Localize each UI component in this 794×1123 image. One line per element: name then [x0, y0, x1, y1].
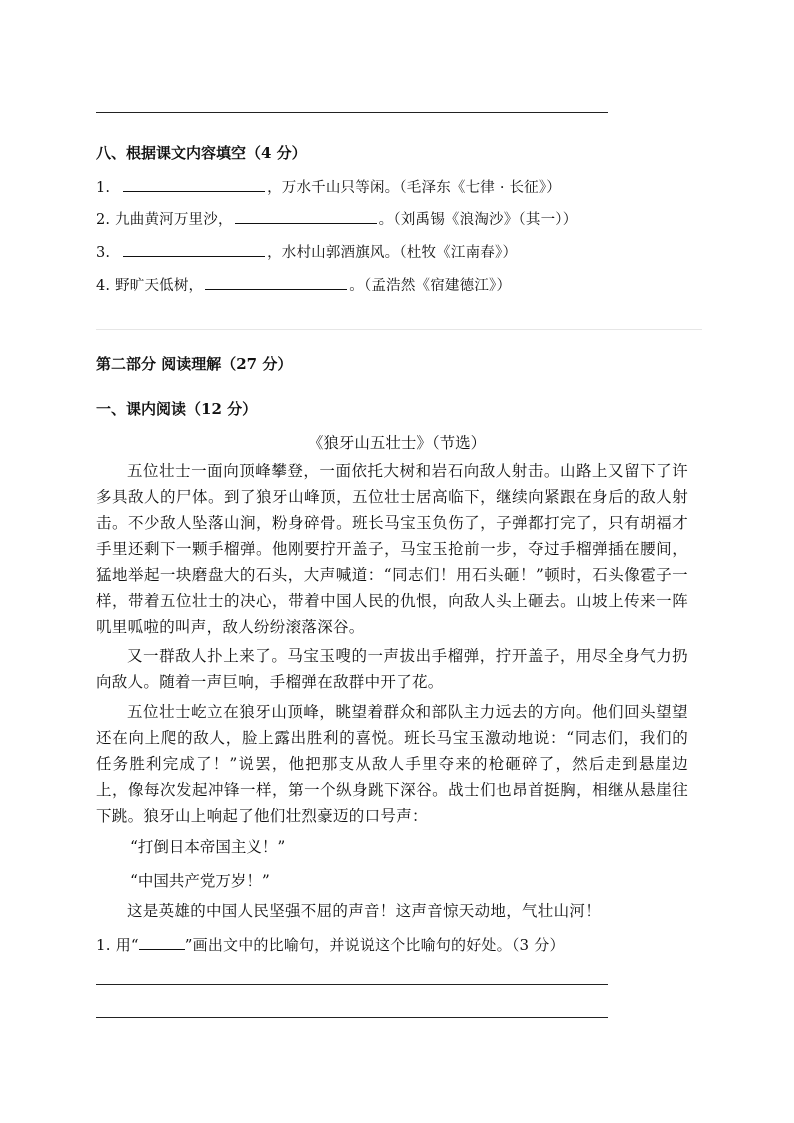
- item-text-before: 野旷天低树，: [115, 278, 204, 294]
- item-text: 。（刘禹锡《浪淘沙》（其一））: [378, 212, 578, 228]
- fill-blank[interactable]: [235, 209, 377, 224]
- fill-item-4: [96, 274, 511, 295]
- question-text: ”画出文中的比喻句，并说说这个比喻句的好处。（3 分）: [184, 936, 565, 954]
- fill-item-1: [96, 176, 561, 197]
- passage-paragraph-2: 又一群敌人扑上来了。马宝玉嗖的一声拔出手榴弹，拧开盖子，用尽全身气力扔向敌人。随着一声巨响，手榴弹在敌群中开了花。: [96, 647, 688, 691]
- item-text: ，水村山郭酒旗风。（杜牧《江南春》）: [267, 245, 518, 261]
- answer-line-2[interactable]: [96, 1017, 608, 1018]
- section8-heading: 八、根据课文内容填空（4 分）: [96, 144, 307, 162]
- item-number: 3.: [96, 245, 111, 261]
- section-divider: [96, 329, 702, 330]
- slogan-quote-2: “中国共产党万岁！”: [130, 872, 270, 890]
- item-text-before: 九曲黄河万里沙，: [115, 212, 233, 228]
- underline-sample: [139, 935, 185, 950]
- passage-paragraph-3: 五位壮士屹立在狼牙山顶峰，眺望着群众和部队主力远去的方向。他们回头望望还在向上爬的敌人，脸上露出胜利的喜悦。班长马宝玉激动地说：“同志们，我们的任务胜利完成了！”说罢，他把那支从敌人手里夺来的枪砸碎了，然后走到悬崖边上，像每次发起冲锋一样，第一个纵身跳下深谷。战士们也昂首挺胸，相继从悬崖往下跳。狼牙山上响起了他们壮烈豪迈的口号声：: [96, 703, 688, 825]
- item-text: ，万水千山只等闲。（毛泽东《七律 · 长征》）: [267, 180, 561, 196]
- fill-item-2: [96, 208, 577, 229]
- reading-subheading: 一、课内阅读（12 分）: [96, 400, 258, 418]
- passage-paragraph-1: 五位壮士一面向顶峰攀登，一面依托大树和岩石向敌人射击。山路上又留下了许多具敌人的尸体。到了狼牙山峰顶，五位壮士居高临下，继续向紧跟在身后的敌人射击。不少敌人坠落山涧，粉身碎骨。班长马宝玉负伤了，子弹都打完了，只有胡福才手里还剩下一颗手榴弹。他刚要拧开盖子，马宝玉抢前一步，夺过手榴弹插在腰间，猛地举起一块磨盘大的石头，大声喊道：“同志们！用石头砸！”顿时，石头像雹子一样，带着五位壮士的决心，带着中国人民的仇恨，向敌人头上砸去。山坡上传来一阵叽里呱啦的叫声，敌人纷纷滚落深谷。: [96, 462, 688, 636]
- fill-blank[interactable]: [123, 177, 265, 192]
- question-1: [96, 934, 565, 955]
- item-number: 2.: [96, 212, 111, 228]
- passage-closing: 这是英雄的中国人民坚强不屈的声音！这声音惊天动地，气壮山河！: [127, 902, 602, 920]
- fill-blank[interactable]: [123, 242, 265, 257]
- item-text: 。（孟浩然《宿建德江》）: [349, 278, 512, 294]
- item-number: 1.: [96, 180, 111, 196]
- answer-line-top: [96, 112, 608, 113]
- fill-blank[interactable]: [205, 275, 347, 290]
- fill-item-3: [96, 241, 517, 262]
- passage-title: 《狼牙山五壮士》（节选）: [307, 434, 487, 452]
- part2-heading: 第二部分 阅读理解（27 分）: [96, 355, 293, 373]
- answer-line-1[interactable]: [96, 984, 608, 985]
- question-prefix: 用“: [115, 936, 139, 954]
- slogan-quote-1: “打倒日本帝国主义！”: [130, 838, 286, 856]
- question-number: 1.: [96, 936, 111, 954]
- item-number: 4.: [96, 278, 111, 294]
